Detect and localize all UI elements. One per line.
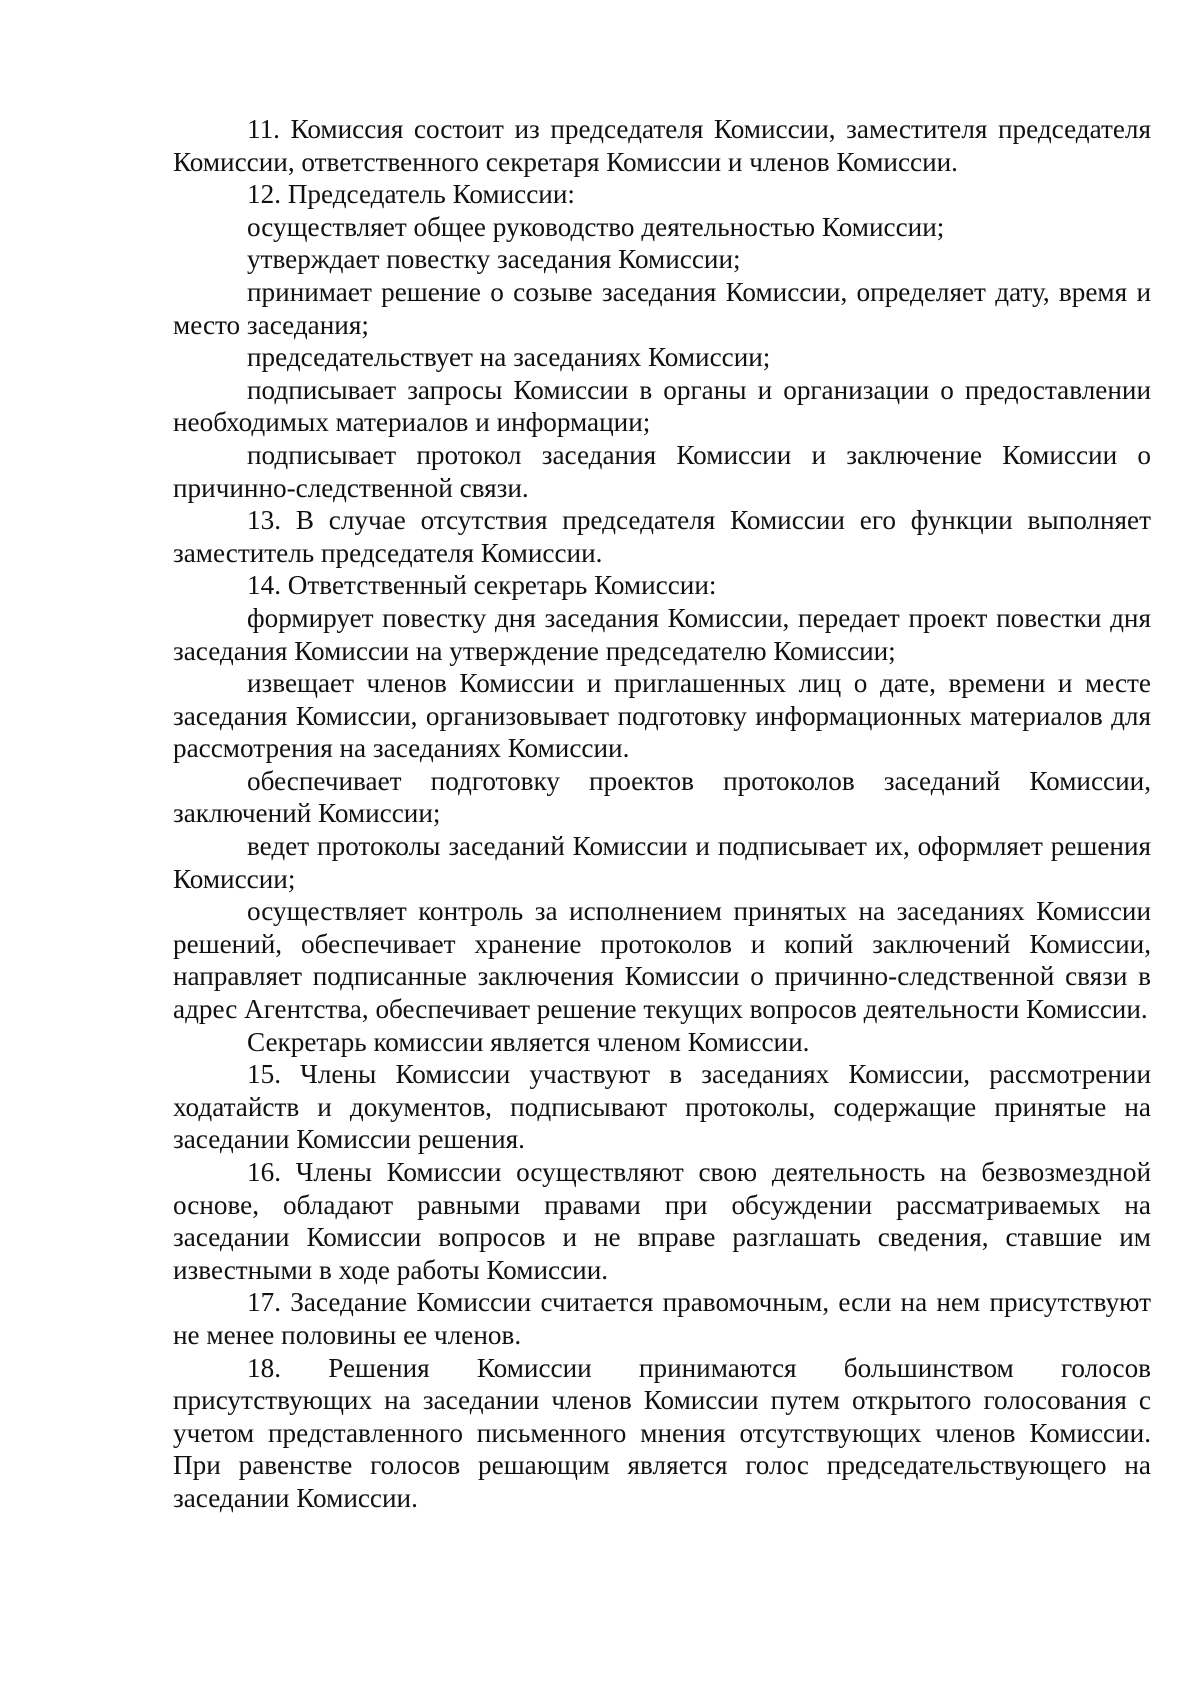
document-page <box>173 113 1151 1515</box>
paragraph-14-heading: 14. Ответственный секретарь Комиссии: <box>247 570 717 601</box>
list-item: осуществляет общее руководство деятельностью Комиссии; <box>247 211 945 242</box>
secretary-note: Секретарь комиссии является членом Комиссии. <box>247 1026 810 1057</box>
paragraph-11: 11. Комиссия состоит из председателя Комиссии, заместителя председателя Комиссии, ответственного секретаря Комиссии и членов Комиссии. <box>173 114 1151 177</box>
list-item: подписывает запросы Комиссии в органы и организации о предоставлении необходимых материалов и информации; <box>173 374 1151 438</box>
list-item: утверждает повестку заседания Комиссии; <box>247 244 741 275</box>
list-item: председательствует на заседаниях Комиссии; <box>247 342 771 373</box>
paragraph-15: 15. Члены Комиссии участвуют в заседаниях Комиссии, рассмотрении ходатайств и документов, подписывают протоколы, содержащие принятые на заседании Комиссии решения. <box>173 1059 1151 1155</box>
list-item: ведет протоколы заседаний Комиссии и подписывает их, оформляет решения Комиссии; <box>173 831 1151 894</box>
list-item: принимает решение о созыве заседания Комиссии, определяет дату, время и место заседания; <box>173 276 1151 340</box>
list-item: осуществляет контроль за исполнением принятых на заседаниях Комиссии решений, обеспечивает хранение протоколов и копий заключений Комиссии, направляет подписанные заключения Комиссии о причинно-следственной связи в адрес Агентства, обеспечивает решение текущих вопросов деятельности Комиссии. <box>173 896 1151 1025</box>
list-item: извещает членов Комиссии и приглашенных лиц о дате, времени и месте заседания Комиссии, организовывает подготовку информационных материалов для рассмотрения на заседаниях Комиссии. <box>173 668 1151 764</box>
paragraph-18: 18. Решения Комиссии принимаются большинством голосов присутствующих на заседании членов Комиссии путем открытого голосования с учетом представленного письменного мнения отсутствующих членов Комиссии. При равенстве голосов решающим является голос председательствующего на заседании Комиссии. <box>173 1352 1151 1513</box>
list-item: обеспечивает подготовку проектов протоколов заседаний Комиссии, заключений Комиссии; <box>173 765 1151 829</box>
paragraph-13: 13. В случае отсутствия председателя Комиссии его функции выполняет заместитель председателя Комиссии. <box>173 505 1151 568</box>
paragraph-12-heading: 12. Председатель Комиссии: <box>247 179 575 210</box>
list-item: подписывает протокол заседания Комиссии и заключение Комиссии о причинно-следственной связи. <box>173 439 1151 503</box>
list-item: формирует повестку дня заседания Комиссии, передает проект повестки дня заседания Комиссии на утверждение председателю Комиссии; <box>173 602 1151 666</box>
paragraph-17: 17. Заседание Комиссии считается правомочным, если на нем присутствуют не менее половины ее членов. <box>173 1287 1151 1350</box>
paragraph-16: 16. Члены Комиссии осуществляют свою деятельность на безвозмездной основе, обладают равными правами при обсуждении рассматриваемых на заседании Комиссии вопросов и не вправе разглашать сведения, ставшие им известными в ходе работы Комиссии. <box>173 1157 1151 1285</box>
